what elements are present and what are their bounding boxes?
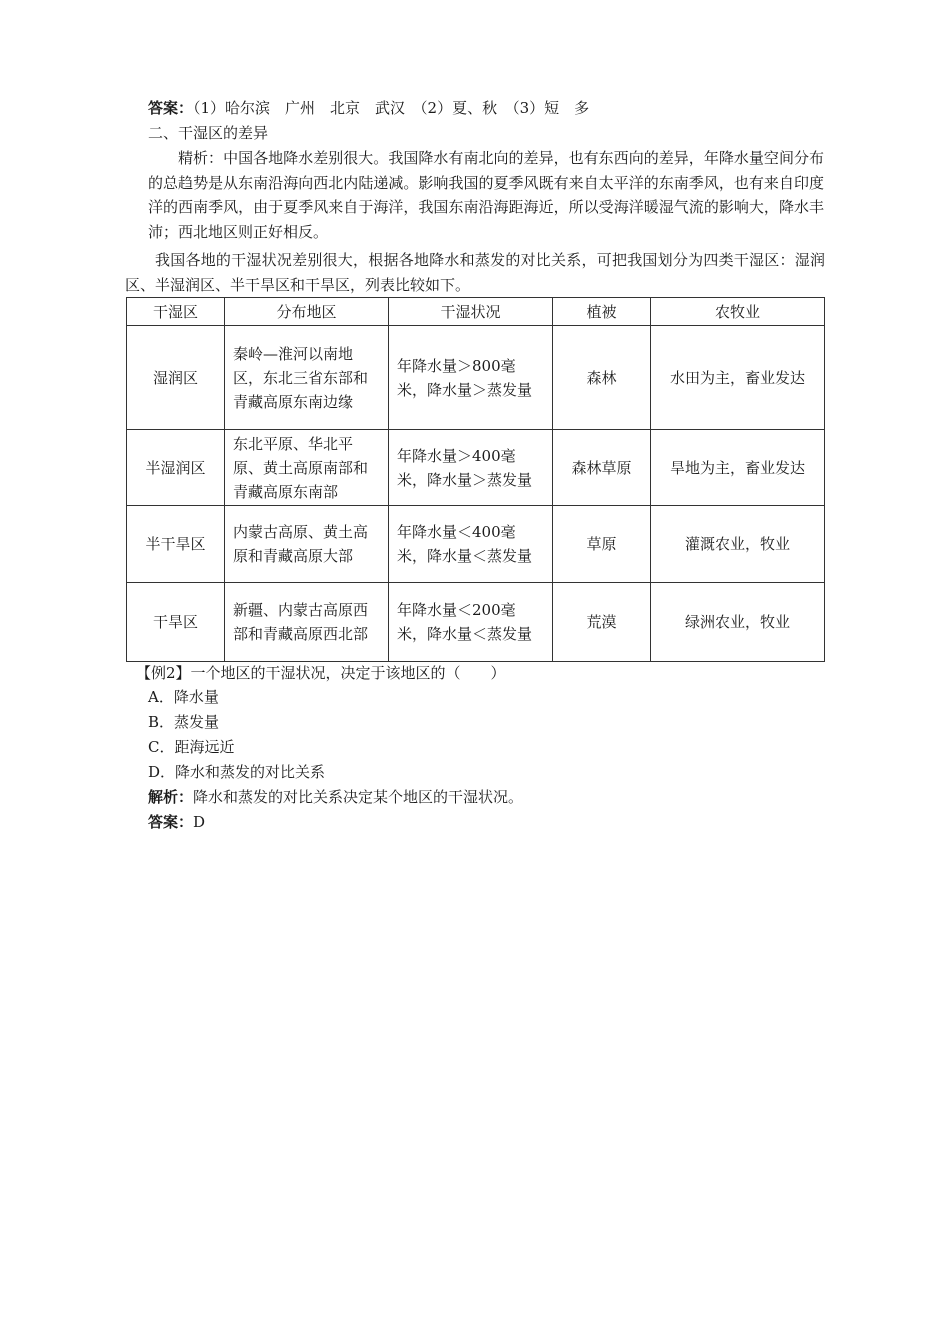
cell-zone: 半干旱区 (127, 506, 225, 583)
cell-vegetation: 荒漠 (553, 583, 651, 662)
cell-status: 年降水量＜400毫米，降水量＜蒸发量 (389, 506, 553, 583)
cell-vegetation: 森林 (553, 326, 651, 430)
cell-agriculture: 绿洲农业，牧业 (651, 583, 825, 662)
answer-line-1 (148, 96, 589, 120)
cell-region: 内蒙古高原、黄土高原和青藏高原大部 (225, 506, 389, 583)
header-region: 分布地区 (225, 298, 389, 326)
cell-vegetation: 森林草原 (553, 430, 651, 506)
solution-label: 解析： (148, 788, 194, 806)
table-row (127, 326, 825, 430)
cell-vegetation: 草原 (553, 506, 651, 583)
answer-line-2 (148, 810, 205, 834)
header-status: 干湿状况 (389, 298, 553, 326)
table-header-row (127, 298, 825, 326)
header-zone: 干湿区 (127, 298, 225, 326)
cell-agriculture: 水田为主，畜业发达 (651, 326, 825, 430)
cell-status: 年降水量＞400毫米，降水量＞蒸发量 (389, 430, 553, 506)
option-b: B．蒸发量 (148, 713, 220, 731)
answer-label: 答案： (148, 99, 194, 117)
cell-region: 秦岭—淮河以南地区，东北三省东部和青藏高原东南边缘 (225, 326, 389, 430)
option-a: A．降水量 (148, 688, 219, 706)
cell-region: 新疆、内蒙古高原西部和青藏高原西北部 (225, 583, 389, 662)
answer-text: （1）哈尔滨 广州 北京 武汉 （2）夏、秋 （3）短 多 (193, 99, 590, 117)
cell-agriculture: 灌溉农业，牧业 (651, 506, 825, 583)
cell-status: 年降水量＞800毫米，降水量＞蒸发量 (389, 326, 553, 430)
example-question: 【例2】一个地区的干湿状况，决定于该地区的（ ） (136, 664, 506, 682)
cell-status: 年降水量＜200毫米，降水量＜蒸发量 (389, 583, 553, 662)
header-agriculture: 农牧业 (651, 298, 825, 326)
answer-text: D (193, 813, 206, 831)
table-row (127, 430, 825, 506)
intro-paragraph: 我国各地的干湿状况差别很大，根据各地降水和蒸发的对比关系，可把我国划分为四类干湿区：湿润区、半湿润区、半干旱区和干旱区，列表比较如下。 (125, 251, 825, 294)
cell-region: 东北平原、华北平原、黄土高原南部和青藏高原东南部 (225, 430, 389, 506)
option-c: C．距海远近 (148, 738, 235, 756)
analysis-paragraph: 精析：中国各地降水差别很大。我国降水有南北向的差异，也有东西向的差异，年降水量空间分布的总趋势是从东南沿海向西北内陆递减。影响我国的夏季风既有来自太平洋的东南季风，也有来自印度洋的西南季风，由于夏季风来自于海洋，我国东南沿海距海近，所以受海洋暖湿气流的影响大，降水丰沛；西北地区则正好相反。 (148, 149, 824, 241)
cell-zone: 湿润区 (127, 326, 225, 430)
cell-agriculture: 旱地为主，畜业发达 (651, 430, 825, 506)
section-title: 二、干湿区的差异 (148, 124, 269, 142)
cell-zone: 半湿润区 (127, 430, 225, 506)
dry-wet-zone-table (126, 297, 825, 662)
table-row (127, 506, 825, 583)
table-row (127, 583, 825, 662)
cell-zone: 干旱区 (127, 583, 225, 662)
solution-line (148, 785, 523, 809)
solution-text: 降水和蒸发的对比关系决定某个地区的干湿状况。 (193, 788, 524, 806)
option-d: D．降水和蒸发的对比关系 (148, 763, 326, 781)
answer-label: 答案： (148, 813, 194, 831)
header-vegetation: 植被 (553, 298, 651, 326)
